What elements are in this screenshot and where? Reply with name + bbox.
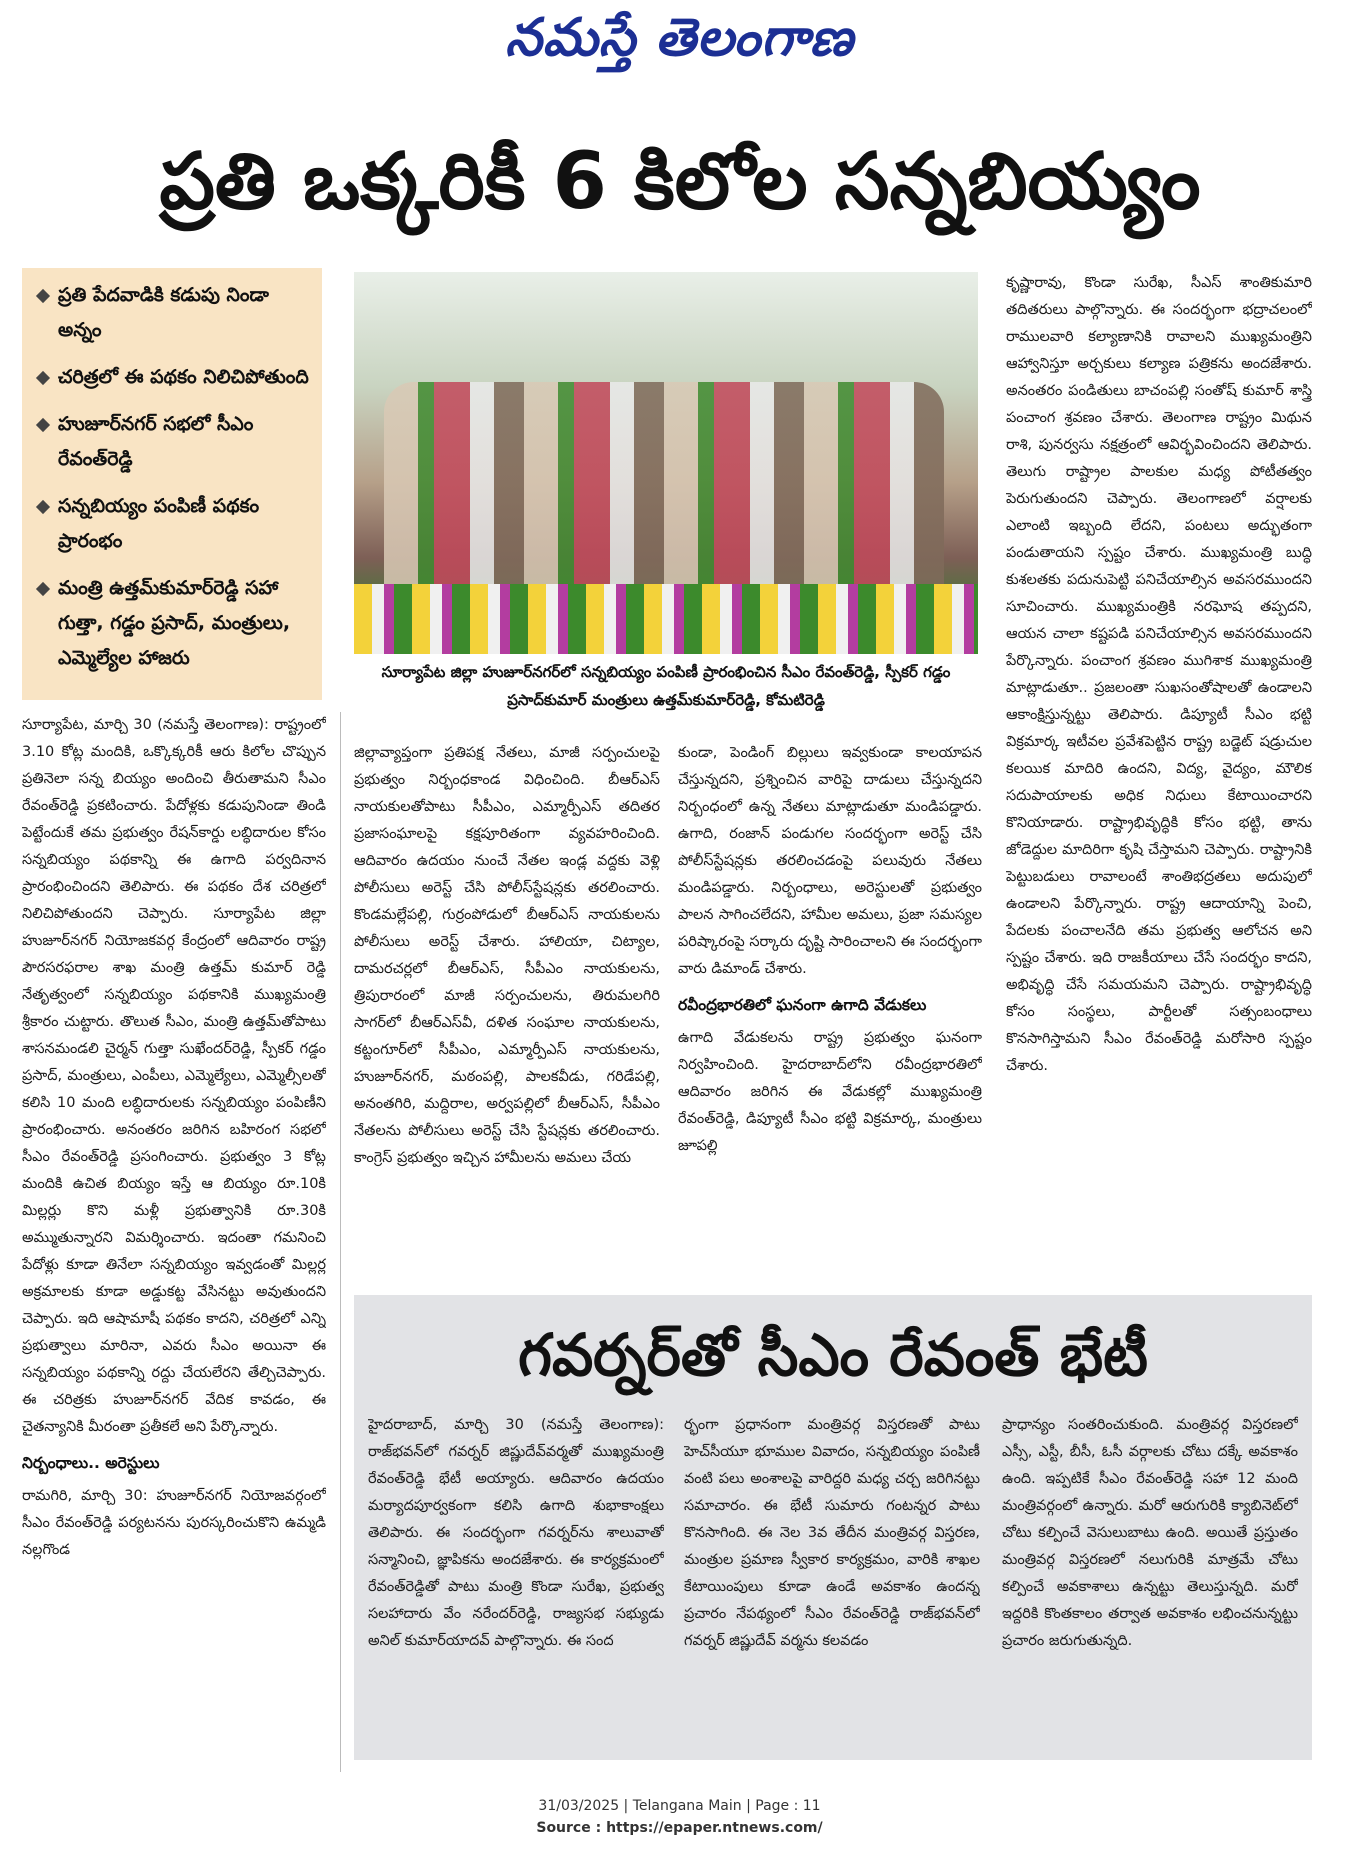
secondary-column-1 [368,1412,664,1752]
article-text: హైదరాబాద్, మార్చి 30 (నమస్తే తెలంగాణ): రాజ్‌భవన్‌లో గవర్నర్ జిష్ణుదేవ్‌వర్మతో ముఖ్యమంత్రి రేవంత్‌రెడ్డి భేటీ అయ్యారు. ఆదివారం ఉదయం మర్యాదపూర్వకంగా కలిసి ఉగాది శుభాకాంక్షలు తెలిపారు. ఈ సందర్భంగా గవర్నర్‌ను శాలువాతో సన్మానించి, జ్ఞాపికను అందజేశారు. ఈ కార్యక్రమంలో రేవంత్‌రెడ్డితో పాటు మంత్రి కొండా సురేఖ, ప్రభుత్వ సలహాదారు వేం నరేందర్‌రెడ్డి, రాజ్యసభ సభ్యుడు అనిల్ కుమార్‌యాదవ్ పాల్గొన్నారు. ఈ సంద [368,1417,664,1649]
highlight-item [34,278,310,348]
diamond-bullet-icon [36,418,50,432]
highlight-text: చరిత్రలో ఈ పథకం నిలిచిపోతుంది [58,366,309,388]
secondary-column-2 [684,1412,980,1752]
secondary-column-3 [1002,1412,1298,1752]
article-text: రామగిరి, మార్చి 30: హుజూర్‌నగర్ నియోజవర్గంలో సీఎం రేవంత్‌రెడ్డి పర్యటనను పురస్కరించుకొని ఉమ్మడి నల్లగొండ [22,1488,326,1558]
article-text: కృష్ణారావు, కొండా సురేఖ, సీఎస్ శాంతికుమారి తదితరులు పాల్గొన్నారు. ఈ సందర్భంగా భద్రాచలంలో రాములవారి కల్యాణానికి రావాలని ముఖ్యమంత్రిని ఆహ్వానిస్తూ అర్చకులు కల్యాణ పత్రికను అందజేశారు. అనంతరం పండితులు బాచంపల్లి సంతోష్ కుమార్ శాస్త్రి పంచాంగ శ్రవణం చేశారు. తెలంగాణ రాష్ట్రం మిథున రాశి, పునర్వసు నక్షత్రంలో ఆవిర్భవించిందని తెలిపారు. తెలుగు రాష్ట్రాల పాలకుల మధ్య పోటీతత్వం పెరుగుతుందని చెప్పారు. తెలంగాణలో వర్షాలకు ఎలాంటి ఇబ్బంది లేదని, పంటలు అద్భుతంగా పండుతాయని స్పష్టం చేశారు. ముఖ్యమంత్రి బుద్ధి కుశలతకు పదునుపెట్టి పనిచేయాల్సిన అవసరముందని సూచించారు. ముఖ్యమంత్రికి నరఘోష తప్పదని, ఆయన చాలా కష్టపడి పనిచేయాల్సిన అవసరముందని పేర్కొన్నారు. పంచాంగ శ్రవణం ముగిశాక ముఖ్యమంత్రి మాట్లాడుతూ.. ప్రజలంతా సుఖసంతోషాలతో ఉండాలని ఆకాంక్షిస్తున్నట్టు తెలిపారు. డిప్యూటీ సీఎం భట్టి విక్రమార్క ఇటీవల ప్రవేశపెట్టిన రాష్ట్ర బడ్జెట్ షడ్రుచుల కలయిక మాదిరి ఉందని, విద్య, వైద్యం, మౌలిక సదుపాయాలకు అధిక నిధులు కేటాయించారని కొనియాడారు. రాష్ట్రాభివృద్ధికి కోసం భట్టి, తాను జోడెద్దుల మాదిరిగా కృషి చేస్తామని చెప్పారు. రాష్ట్రానికి పెట్టుబడులు రావాలంటే శాంతిభద్రతలు అదుపులో ఉండాలని పేర్కొన్నారు. రాష్ట్ర ఆదాయాన్ని పెంచి, పేదలకు పంచాలనేది తమ ప్రభుత్వ ఆలోచన అని స్పష్టం చేశారు. ఇది రాజకీయాలు చేసే సందర్భం కాదని, అభివృద్ధి చేసే సమయమని చెప్పారు. రాష్ట్రాభివృద్ధి కోసం సంస్థలు, పార్టీలతో సత్సంబంధాలు కొనసాగిస్తామని సీఎం రేవంత్‌రెడ్డి మరోసారి స్పష్టం చేశారు. [1006,275,1312,1074]
diamond-bullet-icon [36,371,50,385]
footer-source-link[interactable]: Source : https://epaper.ntnews.com/ [536,1820,823,1836]
article-text: ర్భంగా ప్రధానంగా మంత్రివర్గ విస్తరణతో పాటు హెచ్‌సీయూ భూముల వివాదం, సన్నబియ్యం పంపిణీ వంటి పలు అంశాలపై వారిద్దరి మధ్య చర్చ జరిగినట్టు సమాచారం. ఈ భేటీ సుమారు గంటన్నర పాటు కొనసాగింది. ఈ నెల 3వ తేదీన మంత్రివర్గ విస్తరణ, మంత్రుల ప్రమాణ స్వీకార కార్యక్రమం, వారికి శాఖల కేటాయింపులు కూడా ఉండే అవకాశం ఉందన్న ప్రచారం నేపథ్యంలో సీఎం రేవంత్‌రెడ్డి రాజ్‌భవన్‌లో గవర్నర్ జిష్ణుదేవ్ వర్మను కలవడం [684,1417,980,1649]
photo-caption: సూర్యాపేట జిల్లా హుజూర్‌నగర్‌లో సన్నబియ్యం పంపిణీ ప్రారంభించిన సీఎం రేవంత్‌రెడ్డి, స్పీకర్ గడ్డం ప్రసాద్‌కుమార్ మంత్రులు ఉత్తమ్‌కుమార్‌రెడ్డి, కోమటిరెడ్డి [381,663,951,709]
highlight-item [34,407,310,477]
subheading: రవీంద్రభారతిలో ఘనంగా ఉగాది వేడుకలు [678,996,927,1014]
highlight-item [34,360,310,395]
highlight-text: మంత్రి ఉత్తమ్‌కుమార్‌రెడ్డి సహా గుత్తా, గడ్డం ప్రసాద్, మంత్రులు, ఎమ్మెల్యేల హాజరు [58,577,291,669]
footer-date-page: 31/03/2025 | Telangana Main | Page : 11 [538,1798,821,1814]
photo-crowd [384,382,944,592]
article-text: ఉగాది వేడుకలను రాష్ట్ర ప్రభుత్వం ఘనంగా నిర్వహించింది. హైదరాబాద్‌లోని రవీంద్రభారతిలో ఆదివారం జరిగిన ఈ వేడుకల్లో ముఖ్యమంత్రి రేవంత్‌రెడ్డి, డిప్యూటీ సీఎం భట్టి విక్రమార్క, మంత్రులు జూపల్లి [678,1030,982,1154]
article-text: కుండా, పెండింగ్ బిల్లులు ఇవ్వకుండా కాలయాపన చేస్తున్నదని, ప్రశ్నించిన వారిపై దాడులు చేస్తున్నదని నిర్బంధంలో ఉన్న నేతలు మాట్లాడుతూ మండిపడ్డారు. ఉగాది, రంజాన్ పండుగల సందర్భంగా అరెస్ట్ చేసి పోలీస్‌స్టేషన్లకు తరలించడంపై పలువురు నేతలు మండిపడ్డారు. నిర్బంధాలు, అరెస్టులతో ప్రభుత్వం పాలన సాగించలేదని, హామీల అమలు, ప్రజా సమస్యల పరిష్కారంపై సర్కారు దృష్టి సారించాలని ఈ సందర్భంగా వారు డిమాండ్ చేశారు. [678,745,982,977]
highlight-text: హుజూర్‌నగర్ సభలో సీఎం రేవంత్‌రెడ్డి [58,413,254,470]
subheading: నిర్బంధాలు.. అరెస్టులు [22,1454,160,1472]
headline: ప్రతి ఒక్కరికీ 6 కిలోల సన్నబియ్యం [159,137,1201,227]
diamond-bullet-icon [36,500,50,514]
news-photo [354,272,978,654]
highlights-box [22,268,322,700]
article-column-4 [1006,270,1312,1285]
column-divider [340,712,341,1772]
highlight-item [34,571,310,676]
masthead-logo: నమస్తే తెలంగాణ [505,8,854,68]
article-text: ప్రాధాన్యం సంతరించుకుంది. మంత్రివర్గ విస్తరణలో ఎస్సీ, ఎస్టీ, బీసీ, ఓసీ వర్గాలకు చోటు దక్కే అవకాశం ఉంది. ఇప్పటికే సీఎం రేవంత్‌రెడ్డి సహా 12 మంది మంత్రివర్గంలో ఉన్నారు. మరో ఆరుగురికి క్యాబినెట్‌లో చోటు కల్పించే వెసులుబాటు ఉంది. అయితే ప్రస్తుతం మంత్రివర్గ విస్తరణలో నలుగురికి మాత్రమే చోటు కల్పించే అవకాశాలు ఉన్నట్టు తెలుస్తున్నది. మరో ఇద్దరికి కొంతకాలం తర్వాత అవకాశం లభించనున్నట్టు ప్రచారం జరుగుతున్నది. [1002,1417,1298,1649]
highlight-text: సన్నబియ్యం పంపిణీ పథకం ప్రారంభం [58,495,260,552]
article-column-2 [354,740,660,1285]
photo-flowers [354,584,978,654]
article-text: సూర్యాపేట, మార్చి 30 (నమస్తే తెలంగాణ): రాష్ట్రంలో 3.10 కోట్ల మందికి, ఒక్కొక్కరికీ ఆరు కిలోల చొప్పున ప్రతినెలా సన్న బియ్యం అందించి తీరుతామని సీఎం రేవంత్‌రెడ్డి ప్రకటించారు. పేదోళ్లకు కడుపునిండా తిండి పెట్టేందుకే తమ ప్రభుత్వం రేషన్‌కార్డు లబ్ధిదారుల కోసం సన్నబియ్యం పథకాన్ని ఈ ఉగాది పర్వదినాన ప్రారంభించిందని తెలిపారు. ఈ పథకం దేశ చరిత్రలో నిలిచిపోతుందని చెప్పారు. సూర్యాపేట జిల్లా హుజూర్‌నగర్ నియోజకవర్గ కేంద్రంలో ఆదివారం రాష్ట్ర పౌరసరఫరాల శాఖ మంత్రి ఉత్తమ్ కుమార్ రెడ్డి నేతృత్వంలో సన్నబియ్యం పథకానికి ముఖ్యమంత్రి శ్రీకారం చుట్టారు. తొలుత సీఎం, మంత్రి ఉత్తమ్‌తోపాటు శాసనమండలి చైర్మన్ గుత్తా సుఖేందర్‌రెడ్డి, స్పీకర్ గడ్డం ప్రసాద్, మంత్రులు, ఎంపీలు, ఎమ్మెల్యేలు, ఎమ్మెల్సీలతో కలిసి 10 మంది లబ్ధిదారులకు సన్నబియ్యం పంపిణీని ప్రారంభించారు. అనంతరం జరిగిన బహిరంగ సభలో సీఎం రేవంత్‌రెడ్డి ప్రసంగించారు. ప్రభుత్వం 3 కోట్ల మందికి ఉచిత బియ్యం ఇస్తే ఆ బియ్యం రూ.10కి మిల్లర్లు కొని మళ్లీ ప్రభుత్వానికి రూ.30కి అమ్ముతున్నారని విమర్శించారు. ఇదంతా గమనించి పేదోళ్లు కూడా తినేలా సన్నబియ్యం ఇవ్వడంతో మిల్లర్ల అక్రమాలకు కూడా అడ్డుకట్ట వేసినట్టు అవుతుందని చెప్పారు. ఇది ఆషామాషీ పథకం కాదని, చరిత్రలో ఎన్ని ప్రభుత్వాలు మారినా, ఎవరు సీఎం అయినా ఈ సన్నబియ్యం పథకాన్ని రద్దు చేయలేరని తేల్చిచెప్పారు. ఈ చరిత్రకు హుజూర్‌నగర్ వేదిక కావడం, ఈ చైతన్యానికి మీరంతా ప్రతీకలే అని పేర్కొన్నారు. [22,717,326,1435]
secondary-headline: గవర్నర్‌తో సీఎం రేవంత్ భేటీ [518,1321,1148,1389]
article-text: జిల్లావ్యాప్తంగా ప్రతిపక్ష నేతలు, మాజీ సర్పంచులపై ప్రభుత్వం నిర్బంధకాండ విధించింది. బీఆర్‌ఎస్ నాయకులతోపాటు సీపీఎం, ఎమ్మార్పీఎస్ తదితర ప్రజాసంఘాలపై కక్షపూరితంగా వ్యవహరించింది. ఆదివారం ఉదయం నుంచే నేతల ఇండ్ల వద్దకు వెళ్లి పోలీసులు అరెస్ట్ చేసి పోలీస్‌స్టేషన్లకు తరలించారు. కొండమల్లేపల్లి, గుర్రంపోడులో బీఆర్‌ఎస్ నాయకులను పోలీసులు అరెస్ట్ చేశారు. హాలియా, చిట్యాల, దామరచర్లలో బీఆర్‌ఎస్, సీపీఎం నాయకులను, త్రిపురారంలో మాజీ సర్పంచులను, తిరుమలగిరి సాగర్‌లో బీఆర్‌ఎస్‌వీ, దళిత సంఘాల నాయకులను, కట్టంగూర్‌లో సీపీఎం, ఎమ్మార్పీఎస్ నాయకులను, హుజూర్‌నగర్, మఠంపల్లి, పాలకవీడు, గరిడేపల్లి, అనంతగిరి, మద్దిరాల, అర్వపల్లిలో బీఆర్‌ఎస్, సీపీఎం నేతలను పోలీసులు అరెస్ట్ చేసి స్టేషన్లకు తరలించారు. కాంగ్రెస్ ప్రభుత్వం ఇచ్చిన హామీలను అమలు చేయ [354,745,660,1166]
diamond-bullet-icon [36,289,50,303]
article-column-3 [678,740,982,1285]
highlight-text: ప్రతి పేదవాడికి కడుపు నిండా అన్నం [58,284,269,341]
page-footer [0,1795,1359,1839]
diamond-bullet-icon [36,582,50,596]
highlight-item [34,489,310,559]
article-column-1 [22,712,326,1782]
